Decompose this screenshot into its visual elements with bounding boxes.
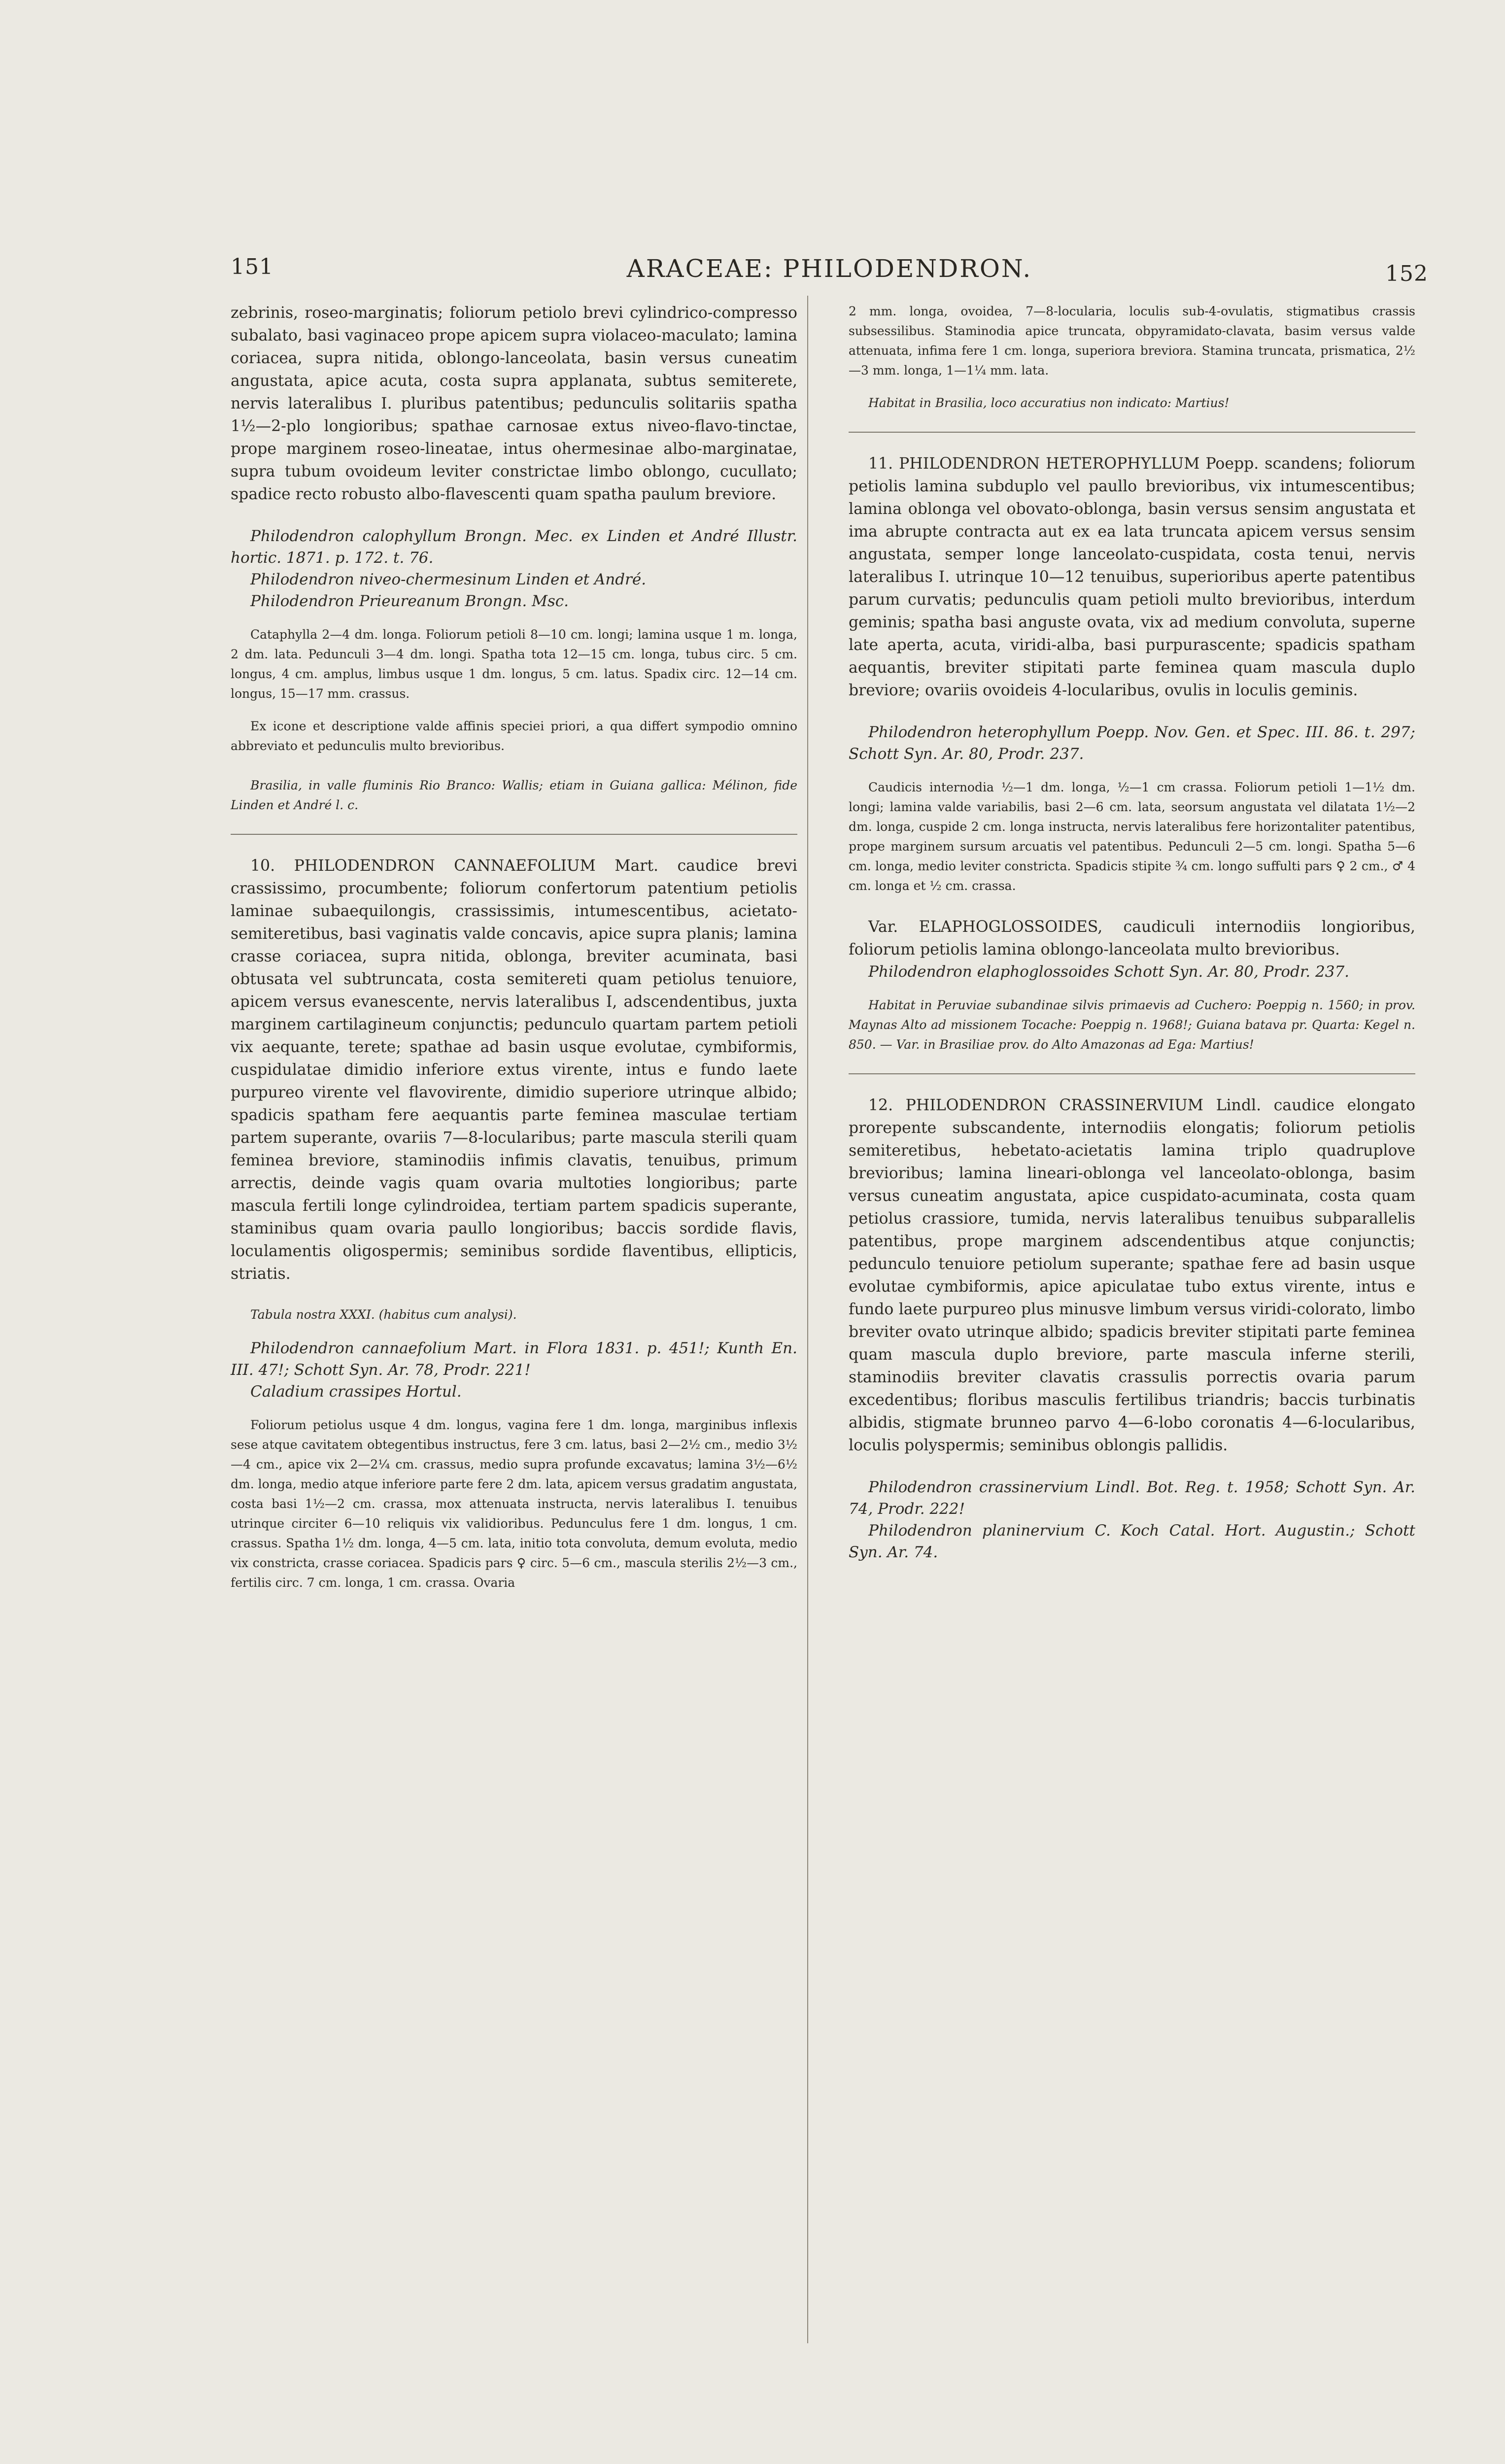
right-column <box>849 302 1415 1563</box>
species-12-description: 12. PHILODENDRON CRASSINERVIUM Lindl. caudice elongato prorepente subscandente, internodiis elongatis; foliorum petiolis semiteretibus, hebetato-acietatis lamina triplo quadruplove brevioribus; lamina lineari-oblonga vel lanceolato-oblonga, basim versus cuneatim angustata, apice cuspidato-acuminata, costa quam petiolus crassiore, tumida, nervis lateralibus tenuibus subparallelis patentibus, prope marginem adscendentibus atque conjunctis; pedunculo tenuiore petiolum superante; spathae fere ad basin usque evolutae cymbiformis, apice apiculatae tubo extus virente, intus e fundo laete purpureo plus minusve limbum versus viridi-colorato, limbo breviter ovato utrinque albido; spadicis breviter stipitati parte feminea quam mascula duplo breviore, parte mascula inferne sterili, staminodiis breviter clavatis crassulis porrectis ovaria parum excedentibus; floribus masculis fertilibus triandris; baccis turbinatis albidis, stigmate brunneo parvo 4—6-lobo coronatis 4—6-locularibus, loculis polyspermis; seminibus oblongis pallidis. <box>849 1096 1415 1454</box>
synonym-line: Philodendron elaphoglossoides Schott Syn. Ar. 80, Prodr. 237. <box>868 963 1350 981</box>
synonym-line: Philodendron niveo-chermesinum Linden et André. <box>250 571 647 588</box>
synonym-line: Philodendron cannaefolium Mart. in Flora 1831. p. 451!; Kunth En. III. 47!; Schott Syn. Ar. 78, Prodr. 221! <box>231 1339 797 1379</box>
synonym-line: Philodendron crassinervium Lindl. Bot. Reg. t. 1958; Schott Syn. Ar. 74, Prodr. 222! <box>849 1478 1415 1518</box>
section-rule <box>849 432 1415 433</box>
running-header <box>231 254 1428 289</box>
note-paragraph: Ex icone et descriptione valde affinis speciei priori, a qua differt sympodio omnino abbreviato et pedunculis multo brevioribus. <box>231 719 797 753</box>
variety-paragraph: Var. ELAPHOGLOSSOIDES, caudiculi internodiis longioribus, foliorum petiolis lamina oblongo-lanceolata multo brevioribus. <box>849 918 1415 958</box>
species-10-description: 10. PHILODENDRON CANNAEFOLIUM Mart. caudice brevi crassissimo, procumbente; foliorum confertorum patentium petiolis laminae subaequilongis, crassissimis, intumescentibus, acietato-semiteretibus, basi vaginatis valde concavis, apice supra planis; lamina crasse coriacea, supra nitida, oblonga, breviter acuminata, basi obtusata vel subtruncata, costa semitereti quam petiolus tenuiore, apicem versus evanescente, nervis lateralibus I, adscendentibus, juxta marginem cartilagineum conjunctis; pedunculo quartam partem petioli vix aequante, terete; spathae ad basin usque evolutae, cymbiformis, cuspidulatae dimidio inferiore extus virente, intus e fundo laete purpureo virente vel flavovirente, dimidio superiore utrinque albido; spadicis spatham fere aequantis parte feminea masculae tertiam partem superante, ovariis 7—8-locularibus; parte mascula sterili quam feminea breviore, staminodiis infimis clavatis, tenuibus, primum arrectis, deinde vagis quam ovaria multoties longioribus; parte mascula fertili longe cylindroidea, tertiam partem spadicis superante, staminibus quam ovaria paullo longioribus; baccis sordide flavis, loculamentis oligospermis; seminibus sordide flaventibus, ellipticis, striatis. <box>231 857 797 1283</box>
habitat-paragraph: Habitat in Peruviae subandinae silvis primaevis ad Cuchero: Poeppig n. 1560; in prov. Maynas Alto ad missionem Tocache: Poeppig n. 1968!; Guiana batava pr. Quarta: Kegel n. 850. — Var. in Brasiliae prov. do Alto Amazonas ad Ega: Martius! <box>849 998 1415 1052</box>
synonym-line: Philodendron heterophyllum Poepp. Nov. Gen. et Spec. III. 86. t. 297; Schott Syn. Ar. 80, Prodr. 237. <box>849 723 1415 763</box>
synonym-line: Philodendron planinervium C. Koch Catal. Hort. Augustin.; Schott Syn. Ar. 74. <box>849 1522 1415 1561</box>
section-rule <box>231 834 797 835</box>
running-title: ARACEAE: PHILODENDRON. <box>626 254 1032 283</box>
synonym-line: Caladium crassipes Hortul. <box>250 1383 462 1401</box>
species-11-description: 11. PHILODENDRON HETEROPHYLLUM Poepp. scandens; foliorum petiolis lamina subduplo vel paullo brevioribus, vix intumescentibus; lamina oblonga vel obovato-oblonga, basin versus sensim angustata et ima abrupte contracta aut ex ea lata truncata apicem versus sensim angustata, semper longe lanceolato-cuspidata, costa tenui, nervis lateralibus I. utrinque 10—12 tenuibus, superioribus aperte patentibus parum curvatis; pedunculis quam petioli multo brevioribus, interdum geminis; spatha basi anguste ovata, vix ad medium convoluta, superne late aperta, acuta, viridi-alba, basi purpurascente; spadicis spatham aequantis, breviter stipitati parte feminea quam mascula duplo breviore; ovariis ovoideis 4-locularibus, ovulis in loculis geminis. <box>849 455 1415 699</box>
page-number-right: 152 <box>1385 261 1428 286</box>
section-rule <box>849 1073 1415 1074</box>
measurements-paragraph: Caudicis internodia ½—1 dm. longa, ½—1 cm crassa. Foliorum petioli 1—1½ dm. longi; lamina valde variabilis, basi 2—6 cm. lata, seorsum angustata vel dilatata 1½—2 dm. longa, cuspide 2 cm. longa instructa, nervis lateralibus fere horizontaliter patentibus, prope marginem sursum arcuatis vel patentibus. Pedunculi 2—5 cm. longi. Spatha 5—6 cm. longa, medio leviter constricta. Spadicis stipite ¾ cm. longo suffulti pars ♀ 2 cm., ♂ 4 cm. longa et ½ cm. crassa. <box>849 780 1415 893</box>
measurements-paragraph: Cataphylla 2—4 dm. longa. Foliorum petioli 8—10 cm. longi; lamina usque 1 m. longa, 2 dm. lata. Pedunculi 3—4 dm. longi. Spatha tota 12—15 cm. longa, tubus circ. 5 cm. longus, 4 cm. amplus, limbus usque 1 dm. longus, 5 cm. latus. Spadix circ. 12—14 cm. longus, 15—17 mm. crassus. <box>231 627 797 701</box>
habitat-paragraph: Brasilia, in valle fluminis Rio Branco: Wallis; etiam in Guiana gallica: Mélinon, fide Linden et André l. c. <box>231 778 797 812</box>
column-divider <box>807 296 808 2343</box>
species-10-measurements-continued: 2 mm. longa, ovoidea, 7—8-locularia, loculis sub-4-ovulatis, stigmatibus crassis subsessilibus. Staminodia apice truncata, obpyramidato-clavata, basim versus valde attenuata, infima fere 1 cm. longa, superiora breviora. Stamina truncata, prismatica, 2½—3 mm. longa, 1—1¼ mm. lata. <box>849 304 1415 377</box>
measurements-paragraph: Foliorum petiolus usque 4 dm. longus, vagina fere 1 dm. longa, marginibus inflexis sese atque cavitatem obtegentibus instructus, fere 3 cm. latus, basi 2—2½ cm., medio 3½—4 cm., apice vix 2—2¼ cm. crassus, medio supra profunde excavatus; lamina 3½—6½ dm. longa, medio atque inferiore parte fere 2 dm. lata, apicem versus gradatim angustata, costa basi 1½—2 cm. crassa, mox attenuata instructa, nervis lateralibus I. tenuibus utrinque circiter 6—10 reliquis vix validioribus. Pedunculus fere 1 dm. longus, 1 cm. crassus. Spatha 1½ dm. longa, 4—5 cm. lata, initio tota convoluta, demum evoluta, medio vix constricta, crasse coriacea. Spadicis pars ♀ circ. 5—6 cm., mascula sterilis 2½—3 cm., fertilis circ. 7 cm. longa, 1 cm. crassa. Ovaria <box>231 1418 797 1590</box>
plate-reference: Tabula nostra XXXI. (habitus cum analysi). <box>250 1307 517 1322</box>
synonym-line: Philodendron Prieureanum Brongn. Msc. <box>250 592 569 610</box>
page-number-left: 151 <box>231 254 274 279</box>
synonym-line: Philodendron calophyllum Brongn. Mec. ex Linden et André Illustr. hortic. 1871. p. 172. t. 76. <box>231 527 797 567</box>
left-column <box>231 302 797 1593</box>
species-9-description-continued: zebrinis, roseo-marginatis; foliorum petiolo brevi cylindrico-compresso subalato, basi vaginaceo prope apicem supra violaceo-maculato; lamina coriacea, supra nitida, oblongo-lanceolata, basin versus cuneatim angustata, apice acuta, costa supra applanata, subtus semiterete, nervis lateralibus I. pluribus patentibus; pedunculis solitariis spatha 1½—2-plo longioribus; spathae carnosae extus niveo-flavo-tinctae, prope marginem roseo-lineatae, intus ohermesinae albo-marginatae, supra tubum ovoideum leviter constrictae limbo oblongo, cucullato; spadice recto robusto albo-flavescenti quam spatha paulum breviore. <box>231 304 797 503</box>
habitat-paragraph: Habitat in Brasilia, loco accuratius non indicato: Martius! <box>868 396 1230 410</box>
